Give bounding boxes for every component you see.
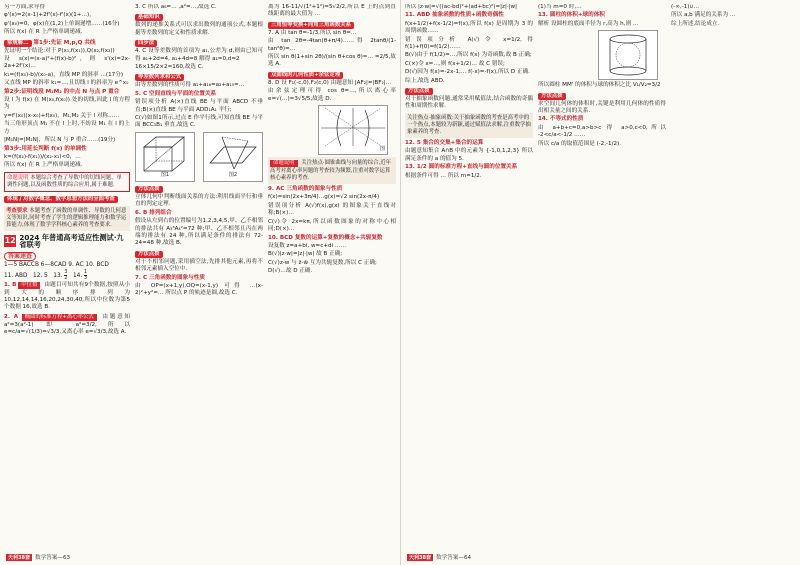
cube-figure	[135, 132, 195, 182]
text-line: 根据条件可得 … 所以 m=1/2.	[405, 172, 482, 179]
text-line: 又直线 MP 的斜率 k₁=…,且切线 l 的斜率为 e^x₀	[4, 80, 129, 87]
cylinder-figure	[598, 30, 658, 80]
math-block: 设 s(x)=(x-a)²+(f(x)-b)²，则 s'(x)=2x-2a+2f'(x)…	[4, 56, 130, 70]
tag-label: 方法点拨	[405, 88, 433, 95]
text-line: 16×15/2×2=160,故选 C.	[135, 64, 204, 71]
tag-label: 等差数列求和公式	[135, 74, 184, 81]
figures-row	[135, 132, 263, 182]
publisher-logo: 天利38套	[409, 554, 431, 561]
cylinder-diagram	[599, 31, 657, 79]
text-line: 7. A 由 tan θ=-1/3,所以 sin θ=…	[268, 29, 357, 36]
text-line: 由题意知集合 A∩B 中的元素为 {-1,0,1,2,3} 所以满足条件的 a 的值为 5.	[405, 148, 533, 162]
text-line: 当三角形顶点 M₁ 不在 l 上时,不妨设 M₁ 在 l 的上方	[4, 121, 130, 135]
text-line: B(√)由于 f(1/2)=…,所以 f(x) 为奇函数,故 B 正确;	[405, 52, 532, 59]
text-line: 错误项分析 A(√)令 x=1/2,得 f(1)+f(0)=f(1/2)……	[405, 36, 533, 51]
text-line: 错误项分析 A(×)直线 BE 与平面 ABCD 不垂直;B(×)直线 BE 与平面 ADD₁A₁ 平行;	[135, 99, 263, 113]
text-line: 8. D 设 F₁(-c,0),F₂(c,0) 由题意知 |AF₂|=|BF₂|…	[268, 79, 392, 86]
text-line: 错误项分析 A(√)f(x),g(x) 的图象关于直线对称;B(×)…	[268, 202, 396, 217]
footer-left	[6, 552, 70, 562]
column-4	[405, 4, 533, 552]
column-6	[671, 4, 797, 552]
q2-para: 2. A 椭圆的标准方程+离心率公式 由题意知 a²=3(a²-1) 即 a²=3/2,所以 e=c/a=√(1/3)=√3/3,又离心率 e=√3/3,故选 A.	[4, 313, 130, 336]
tag-label: 常规解二	[4, 40, 32, 47]
text-line: 6. B 排列组合	[135, 209, 172, 216]
column-5	[538, 4, 666, 552]
math-block: φ'(x)=2(x-1)+2f'(x)-f'(x)(1+…)，	[4, 12, 95, 19]
text-line: 7. C 三角函数的图象与性质	[135, 274, 205, 281]
tag-label: 体现了对数学概念、数学思想方法的全面考查	[4, 196, 118, 203]
text-line: C(√)令 2x=kπ,所以函数图象的对称中心相同;D(×)…	[268, 218, 396, 233]
figure-caption: 图2	[228, 172, 238, 179]
figure-caption: 图	[379, 145, 385, 152]
exam-text: 本题考查了函数的单调性、导数的几何意义等知识,同时考查了学生的逻辑推理能力和数学运算能力,体现了数学学科核心素养的考查要求.	[6, 207, 127, 228]
text-line: 设复数 z=a+bi, w=c+di ……	[268, 242, 347, 249]
text-line: 由 OP=(x+1,y),OQ=(x-1,y) 可得 …(x-2)²+y²=… 所以点 P 的轨迹是圆,故选 C.	[135, 282, 263, 297]
hyperbola-figure	[318, 105, 388, 155]
text-line: 另一方面,求导得	[4, 4, 45, 10]
text-line: 综上所述,结论成立.	[671, 20, 720, 27]
text-line: 13. 圆柱的体积+球的体积	[538, 12, 605, 19]
text-line: 设 l 为 f(x) 在 M(x₀,f(x₀)) 处的切线,因此 l 的方程为	[4, 97, 130, 111]
text-line: 由 a+b+c=0,a>b>c 得 a>0,c<0,所以 -2<c/a<-1/2 ……	[538, 124, 666, 139]
math-block: k=(f(x₂)-f(x₁))/(x₂-x₁)<0，…	[4, 153, 81, 160]
text-line: 9. AC 三角函数的图象与性质	[268, 186, 343, 193]
text-line: 数列的递推关系式可以求出数列的通项公式,本题根据等差数列的定义和性质求解.	[135, 22, 263, 36]
column-3	[268, 4, 396, 552]
tag-label: 四步法	[135, 40, 157, 47]
text-line: 立体几何中判断线面关系的方法:利用线面平行和垂直的判定定理.	[135, 193, 263, 208]
text-line: 所以圆柱 MM' 的体积与球的体积之比 V₁/V₂=3/2	[538, 82, 661, 89]
cube-diagram	[136, 133, 194, 175]
footer-right	[407, 552, 471, 562]
tag-label: 三角恒等变换+同角三角函数关系	[268, 22, 354, 29]
text-line: 4. C 设等差数列的首项为 a₁,公差为 d,则由已知可得 a₁+2d=4, a₁+4d=8 解得 a₁=0,d=2	[135, 48, 263, 62]
text-line: 12. 5 集合的交集+集合的运算	[405, 139, 484, 146]
section-header	[4, 234, 130, 249]
text-line: 14. 不等式的性质	[538, 116, 584, 123]
text-line: C(√)z-w 与 z̄-w̄ 互为共轭复数,所以 C 正确;	[268, 259, 377, 266]
column-1	[4, 4, 130, 552]
text-line: 由 tan 2θ=-4tan(θ+π/4)……得 2tanθ/(1-tan²θ)=…	[268, 38, 396, 52]
column-2	[135, 4, 263, 552]
text-line: 对于抽象函数问题,通常采用赋值法,结合函数的奇偶性和周期性求解.	[405, 96, 533, 110]
text-line: f(x)=sin(2x+3π/4)…g(x)=√2 sin(2x-π/4)	[268, 194, 380, 201]
hot-note: 关注热点·抽象函数:关于抽象函数的考查是高考中的一个热点,本题较为新颖,通过赋值法求解,注重数学抽象素养的考查.	[405, 113, 533, 138]
text-line: 11. ABD 抽象函数的性质+函数奇偶性	[405, 12, 504, 19]
text-line: C(√)如图1所示,过点 E 作平行线,可知直线 BE 与平面 BCC₁B₁ 垂直,故选 C.	[135, 115, 263, 129]
text-line: 由余弦定理可得 cos θ=…,所以离心率 e=√(…)=3√5/5,故选 D.	[268, 88, 396, 102]
tag-label: 双曲线的几何性质+余弦定理	[268, 72, 343, 79]
section-title: 2024 年普通高考适应性测试·九省联考	[19, 232, 124, 250]
text-line: 假设从左到右的位置编号为1,2,3,4,5,甲、乙不相邻的排法共有 A₃³A₄²=72 种;甲、乙不相邻且丙在两端的排法有 24 种,所以满足条件的排法有 72-24=48 种,故选 B.	[135, 218, 263, 247]
text-line: f(x+1/2)+f(x-1/2)=f(x),所以 f(x) 是周期为 3 的周期函数……	[405, 20, 533, 35]
text-line: (-∞,-1)∪…	[671, 4, 700, 10]
text-line: 所以 |z·w|=√((ac-bd)²+(ad+bc)²)=|z|·|w|	[405, 4, 517, 10]
step-title: 第3步:用延长判断 f(x) 的单调性	[4, 145, 87, 152]
page-number: 数学答案—63	[34, 555, 71, 561]
tag-label: 方法点拨	[538, 93, 566, 100]
hot-note: 命题说明 关注热点·圆锥曲线与向量的综合,近年高考对离心率问题的考查较为频繁,注重对数学运算核心素养的考查.	[268, 157, 396, 184]
text-line: 所以 f(x) 在 R 上严格单调递减.	[4, 29, 83, 36]
text-line: 所以 a,b 满足的关系为 …	[671, 12, 736, 19]
plane-diagram	[204, 133, 262, 175]
text-line: 对于不相邻问题,采用插空法,先排其他元素,再将不相邻元素插入空位中.	[135, 258, 263, 273]
text-line: (1)当 m=0 时,…	[538, 4, 582, 10]
text-line: 综上,故选 ABD.	[405, 77, 445, 84]
text-line: 所以 sin θ(1+sin 2θ)/(sin θ+cos θ)=… =2/5,故选 A.	[268, 54, 396, 68]
text-line: 离为 16-11/√(1²+1²)=5√2/2,所以 E 上的点到直线距离的最大值为 …	[268, 4, 396, 18]
plane-figure	[203, 132, 263, 182]
math-block: |M₁N|=|M₂N|，所以 N 与 P 重合……(19分)	[4, 137, 116, 144]
hyperbola-diagram	[319, 106, 387, 148]
page-number: 数学答案—64	[435, 555, 472, 561]
answer-summary	[4, 262, 130, 281]
text-line: 所以 c/a 的取值范围是 (-2,-1/2).	[538, 140, 621, 147]
text-line: 解析 设圆柱的底面半径为 r,高为 h,则 …	[538, 20, 639, 27]
text-line: 5. C 空间直线与平面的位置关系	[135, 90, 217, 97]
text-line: 3. C 所以 a₆=… ,a²=…,故选 C.	[135, 4, 217, 10]
text-line: 由等差数列的性质可得 a₁+a₁₆=a₂+a₁₅=…	[135, 82, 245, 89]
math-block: y=f'(x₀)(x-x₀)+f(x₀)，M₁,M₂ 关于 l 对称……	[4, 112, 120, 119]
step-title: 第2步:证明线段 M₁M₂ 的中点 N 与点 P 重合	[4, 88, 120, 95]
tag-label: 基础知识	[135, 14, 163, 21]
text-line: 13. 1/2 圆的标准方程+直线与圆的位置关系	[405, 164, 518, 171]
tag-label: 方法点拨	[135, 251, 163, 258]
text-line: B(√)|z·w|=|z|·|w| 故 B 正确;	[268, 251, 343, 258]
text-line: D(√)因为 f(x)=-2x-1,… f(-x)=-f(x),所以 D 正确.	[405, 69, 530, 76]
answer-heading: 答案速查	[4, 252, 36, 261]
text-line: C(×)令 x=…,则 f(x+1/2)… 故 C 错误;	[405, 60, 505, 67]
section-number: 12	[4, 236, 16, 246]
text-line: 所以 f(x) 在 R 上严格单调递减.	[4, 162, 83, 169]
right-page	[400, 0, 800, 565]
text-line: D(√)…故 D 正确.	[268, 268, 313, 275]
text-line: 先证明一个结论:对于 P(x₁,f(x₁)),Q(x₂,f(x₂))	[4, 47, 115, 54]
answer-row-2: 11. ABD 12. 5 13. $\frac{3}{2}$ 14. $\frac{1}{3}$	[4, 269, 88, 281]
tip-head: 命题说明	[7, 174, 29, 181]
publisher-logo: 天利38套	[8, 554, 30, 561]
answer-row-1: 1—5 BACCB 6—8CAD 9. AC 10. BCD	[4, 261, 109, 268]
step-title: 第1步:先证 M,p,Q 共线	[33, 39, 96, 46]
q1-para: 1. B 中位数 由题目可知共有9个数据,按照从小到大的顺序排列为 10,12,14,14,16,20,24,30,40,所以中位数为第5个数据 16,故选 B.	[4, 281, 130, 311]
math-block: φ'(x₀)=0，φ(x)在(1,2)上单调递增……(16分)	[4, 20, 120, 27]
tag-label: 方法点拨	[135, 186, 163, 193]
figure-caption: 图1	[160, 172, 170, 179]
tip-box	[4, 172, 130, 192]
exam-head: 考查要求	[6, 207, 28, 214]
math-block: k₁=(f(x₀)-b)/(x₀-a)，直线 MP 的斜率 …(17分)	[4, 71, 124, 78]
text-line: 10. BCD 复数的运算+复数的概念+共轭复数	[268, 234, 383, 241]
tip-text: 本题综合考查了导数中的切线问题、单调性问题,以及函数性质的综合应用,属于难题.	[7, 174, 122, 188]
exam-note	[4, 206, 130, 231]
text-line: 求空间几何体的体积时,关键是利用几何体的性质得出相关量之间的关系.	[538, 100, 666, 115]
